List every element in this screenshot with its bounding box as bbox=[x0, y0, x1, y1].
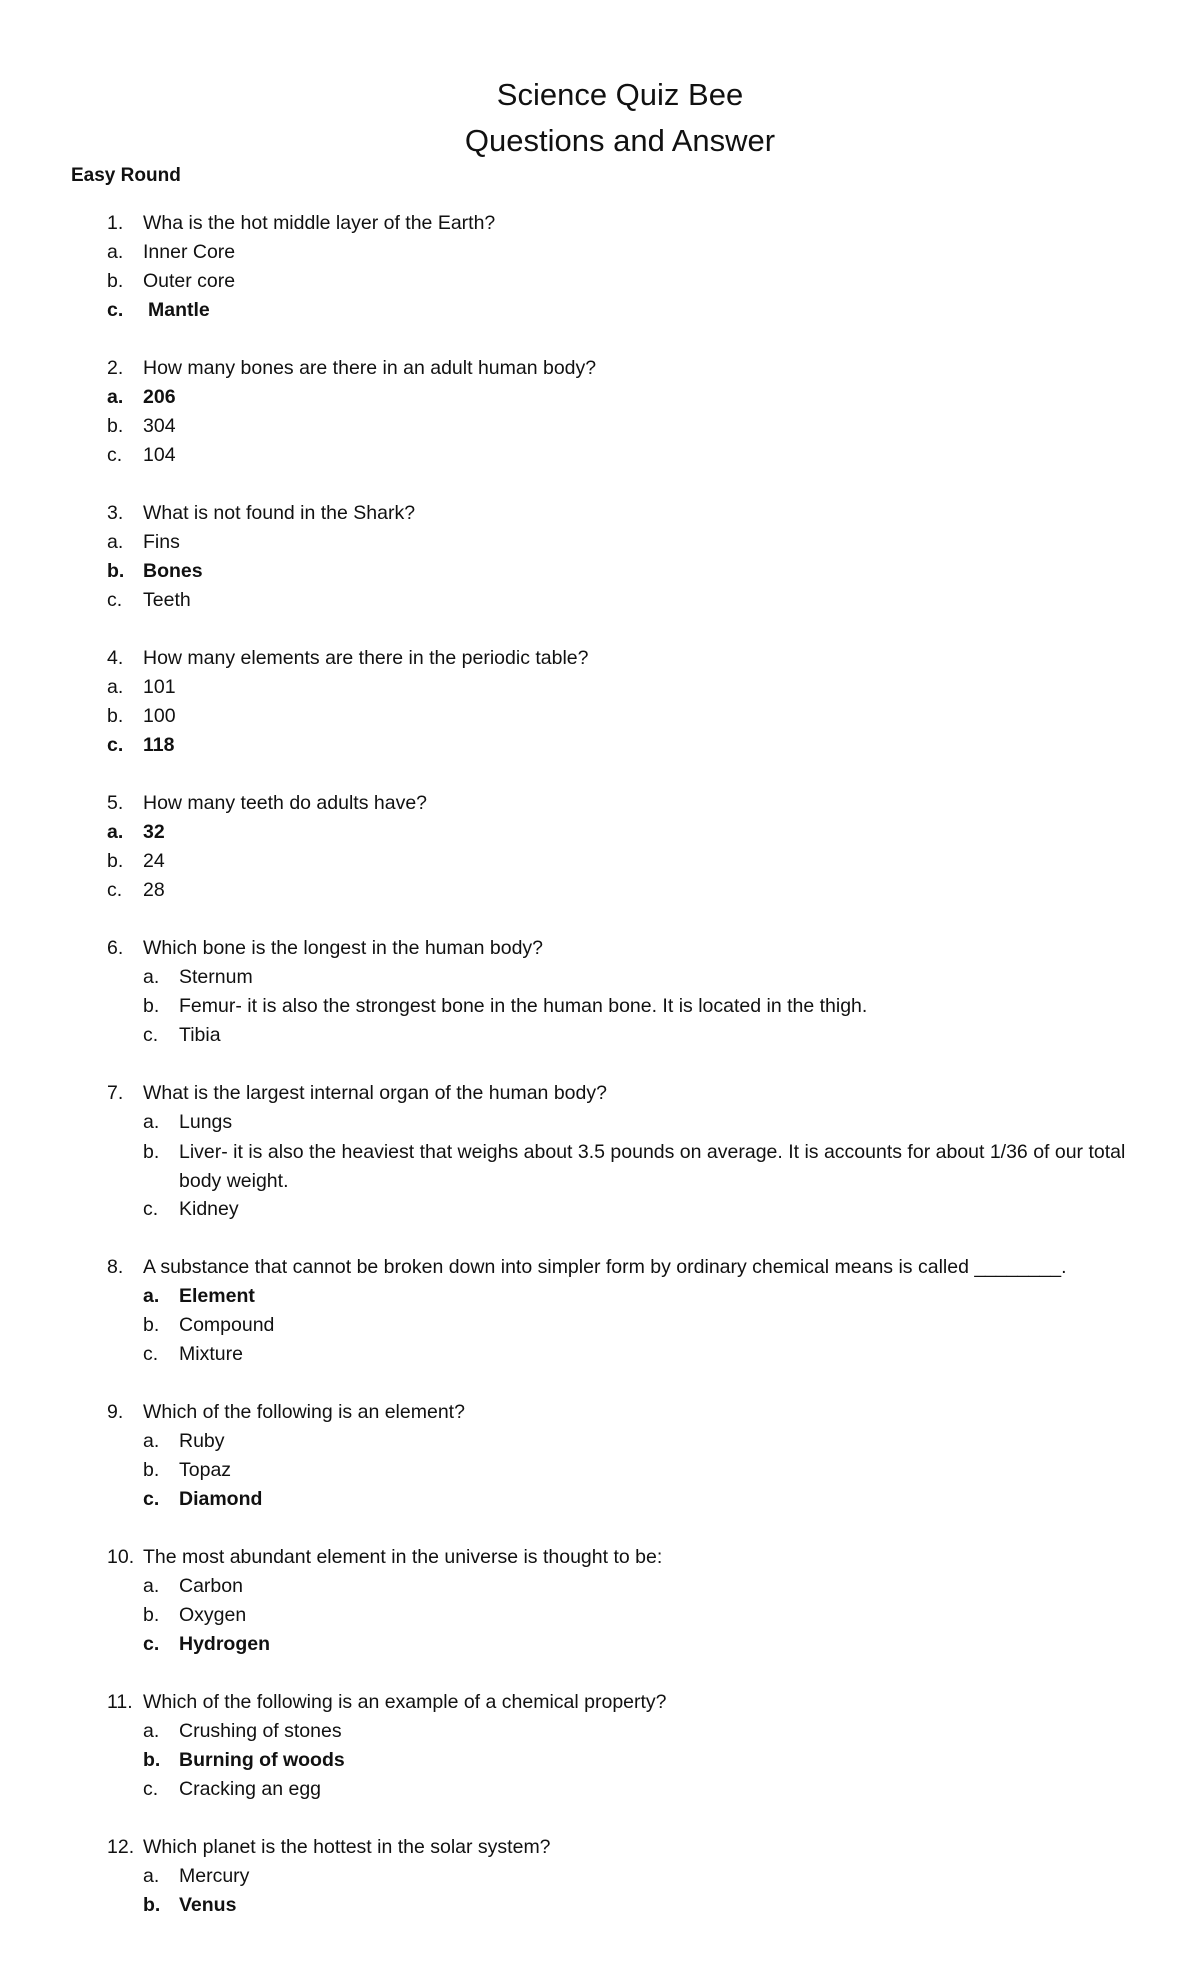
option-marker: c. bbox=[143, 1198, 159, 1220]
option-text: Topaz bbox=[179, 1459, 232, 1481]
option-marker: a. bbox=[143, 966, 160, 988]
option-marker: b. bbox=[143, 1894, 161, 1916]
option-marker: a. bbox=[143, 1430, 160, 1452]
document-title: Science Quiz Bee bbox=[496, 77, 744, 112]
option-marker: b. bbox=[143, 1459, 160, 1481]
question-number: 4. bbox=[107, 647, 124, 669]
question-text: A substance that cannot be broken down into simpler form by ordinary chemical means is called ________. bbox=[143, 1256, 1067, 1278]
option-marker: a. bbox=[143, 1575, 160, 1597]
question-number: 5. bbox=[107, 792, 124, 814]
round-label: Easy Round bbox=[71, 165, 181, 186]
question-text: How many teeth do adults have? bbox=[143, 792, 428, 814]
option-text: 32 bbox=[143, 821, 165, 843]
question-number: 7. bbox=[107, 1082, 124, 1104]
option-marker: a. bbox=[107, 241, 124, 263]
option-text: Mantle bbox=[148, 299, 210, 321]
option-marker: b. bbox=[143, 1604, 160, 1626]
question-text: The most abundant element in the universe is thought to be: bbox=[143, 1546, 663, 1568]
option-marker: c. bbox=[107, 589, 123, 611]
question-number: 2. bbox=[107, 357, 124, 379]
question-number: 11. bbox=[107, 1691, 133, 1713]
option-marker: c. bbox=[143, 1633, 160, 1655]
option-marker: a. bbox=[107, 676, 124, 698]
option-marker: a. bbox=[107, 386, 124, 408]
option-marker: c. bbox=[143, 1024, 159, 1046]
question-number: 12. bbox=[107, 1836, 135, 1858]
option-text: 206 bbox=[143, 386, 176, 408]
option-marker: c. bbox=[143, 1488, 160, 1510]
option-text: Element bbox=[179, 1285, 255, 1307]
question-text: What is not found in the Shark? bbox=[143, 502, 416, 524]
question-text: Which of the following is an element? bbox=[143, 1401, 465, 1423]
option-marker: b. bbox=[107, 560, 125, 582]
option-text: Burning of woods bbox=[179, 1749, 345, 1771]
option-text: Hydrogen bbox=[179, 1633, 271, 1655]
option-text: Diamond bbox=[179, 1488, 263, 1510]
option-text: 118 bbox=[143, 734, 175, 756]
question-text: Which planet is the hottest in the solar system? bbox=[143, 1836, 551, 1858]
option-text: Femur- it is also the strongest bone in the human bone. It is located in the thigh. bbox=[179, 995, 868, 1017]
question-text: Which of the following is an example of a chemical property? bbox=[143, 1691, 667, 1713]
question-text: Which bone is the longest in the human body? bbox=[143, 937, 544, 959]
option-text: Cracking an egg bbox=[179, 1778, 322, 1800]
option-marker: b. bbox=[107, 705, 124, 727]
question-number: 6. bbox=[107, 937, 124, 959]
option-marker: c. bbox=[107, 444, 123, 466]
option-marker: b. bbox=[143, 1314, 160, 1336]
question-number: 9. bbox=[107, 1401, 124, 1423]
option-text: Lungs bbox=[179, 1111, 233, 1133]
option-marker: c. bbox=[107, 879, 123, 901]
option-marker: c. bbox=[143, 1778, 159, 1800]
option-text: Oxygen bbox=[179, 1604, 247, 1626]
option-text: Crushing of stones bbox=[179, 1720, 342, 1742]
option-text: Fins bbox=[143, 531, 180, 553]
option-marker: a. bbox=[107, 821, 124, 843]
option-marker: c. bbox=[107, 734, 124, 756]
option-text: Outer core bbox=[143, 270, 236, 292]
option-text: Liver- it is also the heaviest that weighs about 3.5 pounds on average. It is accounts for about 1/36 of our total body weight. bbox=[179, 1141, 1126, 1192]
option-text: Sternum bbox=[179, 966, 253, 988]
option-marker: b. bbox=[107, 270, 124, 292]
option-text: Mixture bbox=[179, 1343, 243, 1365]
question-text: What is the largest internal organ of the human body? bbox=[143, 1082, 607, 1104]
option-marker: a. bbox=[143, 1720, 160, 1742]
option-text: Bones bbox=[143, 560, 203, 582]
option-text: 100 bbox=[143, 705, 176, 727]
option-text: 28 bbox=[143, 879, 165, 901]
option-text: Kidney bbox=[179, 1198, 239, 1220]
question-number: 3. bbox=[107, 502, 124, 524]
option-marker: b. bbox=[107, 415, 124, 437]
option-marker: b. bbox=[107, 850, 124, 872]
option-text: 101 bbox=[143, 676, 176, 698]
option-marker: a. bbox=[143, 1285, 160, 1307]
option-marker: b. bbox=[143, 1749, 161, 1771]
option-text: 304 bbox=[143, 415, 176, 437]
question-text: Wha is the hot middle layer of the Earth? bbox=[143, 212, 496, 234]
option-text: Teeth bbox=[143, 589, 191, 611]
option-text: 24 bbox=[143, 850, 165, 872]
option-text: Venus bbox=[179, 1894, 237, 1916]
option-marker: b. bbox=[143, 1141, 160, 1163]
document-subtitle: Questions and Answer bbox=[464, 123, 776, 158]
option-text: Ruby bbox=[179, 1430, 225, 1452]
question-number: 10. bbox=[107, 1546, 135, 1568]
option-text: Compound bbox=[179, 1314, 275, 1336]
option-marker: a. bbox=[107, 531, 124, 553]
option-text: Mercury bbox=[179, 1865, 250, 1887]
option-marker: c. bbox=[143, 1343, 159, 1365]
option-text: Carbon bbox=[179, 1575, 243, 1597]
question-number: 1. bbox=[107, 212, 124, 234]
question-number: 8. bbox=[107, 1256, 124, 1278]
option-marker: b. bbox=[143, 995, 160, 1017]
question-text: How many elements are there in the periodic table? bbox=[143, 647, 589, 669]
option-marker: a. bbox=[143, 1865, 160, 1887]
option-text: Inner Core bbox=[143, 241, 236, 263]
option-text: 104 bbox=[143, 444, 176, 466]
question-text: How many bones are there in an adult human body? bbox=[143, 357, 597, 379]
option-marker: c. bbox=[107, 299, 124, 321]
option-text: Tibia bbox=[179, 1024, 221, 1046]
option-marker: a. bbox=[143, 1111, 160, 1133]
